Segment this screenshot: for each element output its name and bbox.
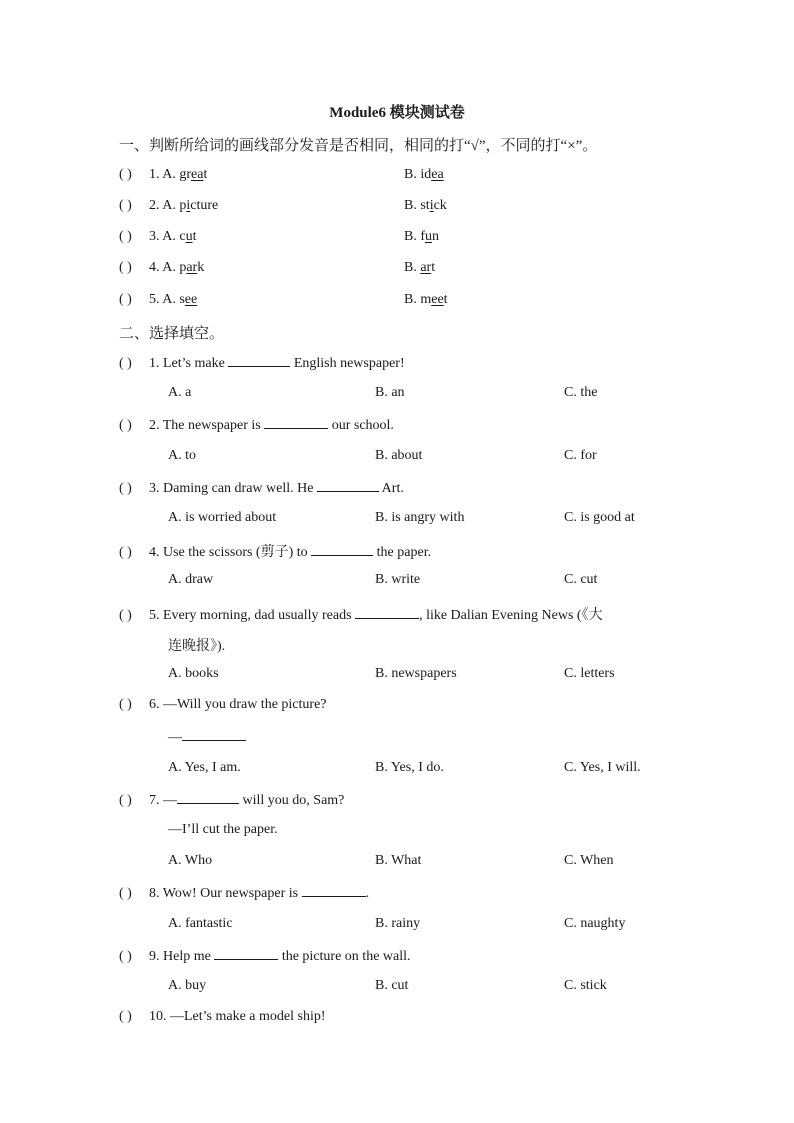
option-a[interactable]: A. to bbox=[168, 448, 196, 463]
option-a[interactable]: A. Yes, I am. bbox=[168, 760, 241, 775]
s2-question-9 bbox=[119, 947, 411, 965]
dash: — bbox=[168, 730, 182, 745]
word-a-post: t bbox=[203, 167, 208, 182]
option-a[interactable]: A. buy bbox=[168, 978, 207, 993]
answer-line bbox=[168, 728, 246, 746]
question-text-end: . bbox=[365, 886, 370, 901]
s1-item-2-b bbox=[404, 198, 447, 214]
item-number: 3. A. bbox=[149, 229, 180, 244]
answer-paren[interactable]: ( ) bbox=[119, 198, 132, 213]
question-text-end: English newspaper! bbox=[290, 356, 405, 371]
question-text-end: , like Dalian Evening News (《大 bbox=[419, 608, 603, 623]
section-2-heading: 二、选择填空。 bbox=[119, 326, 225, 342]
reply-line: —I’ll cut the paper. bbox=[168, 822, 278, 837]
option-a[interactable]: A. books bbox=[168, 666, 219, 681]
word-a-post: cture bbox=[190, 198, 219, 213]
s1-item-4-b bbox=[404, 260, 435, 276]
word-b-post: ck bbox=[433, 198, 447, 213]
s1-item-1 bbox=[119, 167, 207, 183]
option-a[interactable]: A. is worried about bbox=[168, 510, 277, 525]
word-a-underlined: i bbox=[186, 198, 191, 213]
word-a-pre: gr bbox=[179, 167, 192, 182]
question-text-end: the picture on the wall. bbox=[278, 949, 411, 964]
answer-paren[interactable]: ( ) bbox=[119, 949, 132, 964]
question-text-end: our school. bbox=[328, 418, 394, 433]
option-a[interactable]: A. Who bbox=[168, 853, 213, 868]
word-a-underlined: ea bbox=[191, 167, 204, 182]
answer-paren[interactable]: ( ) bbox=[119, 1009, 132, 1024]
option-c[interactable]: C. stick bbox=[564, 978, 607, 993]
item-number: 5. A. bbox=[149, 292, 180, 307]
word-b-underlined: ea bbox=[431, 167, 444, 182]
word-a-post: k bbox=[197, 260, 205, 275]
item-number: 4. A. bbox=[149, 260, 180, 275]
word-a-pre: c bbox=[179, 229, 186, 244]
s2-question-3 bbox=[119, 479, 404, 497]
s1-item-3-b bbox=[404, 229, 439, 245]
s2-question-5 bbox=[119, 604, 603, 624]
s2-question-10 bbox=[119, 1009, 326, 1025]
s2-question-2 bbox=[119, 416, 394, 434]
option-b[interactable]: B. is angry with bbox=[375, 510, 465, 525]
fill-blank[interactable] bbox=[177, 791, 239, 804]
question-text: 4. Use the scissors (剪子) to bbox=[149, 545, 312, 560]
answer-paren[interactable]: ( ) bbox=[119, 697, 132, 712]
option-a[interactable]: A. fantastic bbox=[168, 916, 233, 931]
option-c[interactable]: C. Yes, I will. bbox=[564, 760, 641, 775]
word-a-underlined: u bbox=[185, 229, 193, 244]
option-c[interactable]: C. the bbox=[564, 385, 598, 400]
fill-blank[interactable] bbox=[355, 606, 419, 619]
word-b-underlined: ee bbox=[431, 292, 444, 307]
question-text-end: the paper. bbox=[373, 545, 432, 560]
answer-paren[interactable]: ( ) bbox=[119, 481, 132, 496]
s1-item-2 bbox=[119, 198, 218, 214]
answer-paren[interactable]: ( ) bbox=[119, 608, 132, 623]
answer-paren[interactable]: ( ) bbox=[119, 229, 132, 244]
option-b[interactable]: B. Yes, I do. bbox=[375, 760, 444, 775]
fill-blank[interactable] bbox=[182, 728, 246, 741]
question-text-end: Art. bbox=[378, 481, 404, 496]
word-b-underlined: ar bbox=[420, 260, 432, 275]
word-b-pre: B. st bbox=[404, 198, 430, 213]
s2-question-1 bbox=[119, 354, 405, 372]
option-b[interactable]: B. cut bbox=[375, 978, 409, 993]
s2-question-7 bbox=[119, 791, 344, 809]
word-b-underlined: i bbox=[429, 198, 434, 213]
question-text: 10. —Let’s make a model ship! bbox=[149, 1009, 326, 1024]
item-number: 2. A. bbox=[149, 198, 180, 213]
option-c[interactable]: C. is good at bbox=[564, 510, 635, 525]
answer-paren[interactable]: ( ) bbox=[119, 793, 132, 808]
word-b-post: t bbox=[443, 292, 448, 307]
question-text: 7. — bbox=[149, 793, 177, 808]
question-text-end: will you do, Sam? bbox=[239, 793, 345, 808]
s1-item-5-b bbox=[404, 292, 448, 308]
question-text: 1. Let’s make bbox=[149, 356, 229, 371]
option-c[interactable]: C. cut bbox=[564, 572, 598, 587]
answer-paren[interactable]: ( ) bbox=[119, 356, 132, 371]
option-b[interactable]: B. newspapers bbox=[375, 666, 457, 681]
option-b[interactable]: B. What bbox=[375, 853, 422, 868]
question-text: 3. Daming can draw well. He bbox=[149, 481, 317, 496]
word-a-post: t bbox=[192, 229, 197, 244]
word-a-pre: s bbox=[179, 292, 185, 307]
word-b-post: n bbox=[432, 229, 439, 244]
word-a-underlined: ar bbox=[186, 260, 198, 275]
word-b-pre: B. id bbox=[404, 167, 432, 182]
fill-blank[interactable] bbox=[264, 416, 328, 429]
s1-item-1-b bbox=[404, 167, 444, 183]
option-b[interactable]: B. about bbox=[375, 448, 423, 463]
word-a-pre: p bbox=[179, 198, 187, 213]
word-b-pre: B. m bbox=[404, 292, 432, 307]
s1-item-5 bbox=[119, 292, 197, 308]
question-text: 9. Help me bbox=[149, 949, 215, 964]
word-a-pre: p bbox=[179, 260, 187, 275]
answer-paren[interactable]: ( ) bbox=[119, 886, 132, 901]
s2-question-6 bbox=[119, 697, 327, 713]
section-1-heading: 一、判断所给词的画线部分发音是否相同，相同的打“√”，不同的打“×”。 bbox=[119, 138, 598, 154]
option-c[interactable]: C. letters bbox=[564, 666, 615, 681]
question-text: 6. —Will you draw the picture? bbox=[149, 697, 327, 712]
s1-item-3 bbox=[119, 229, 196, 245]
page-title: Module6 模块测试卷 bbox=[329, 105, 465, 121]
question-text: 5. Every morning, dad usually reads bbox=[149, 608, 356, 623]
answer-paren[interactable]: ( ) bbox=[119, 545, 132, 560]
option-a[interactable]: A. a bbox=[168, 385, 192, 400]
fill-blank[interactable] bbox=[228, 354, 290, 367]
answer-paren[interactable]: ( ) bbox=[119, 260, 132, 275]
option-c[interactable]: C. When bbox=[564, 853, 614, 868]
option-c[interactable]: C. naughty bbox=[564, 916, 626, 931]
fill-blank[interactable] bbox=[311, 543, 373, 556]
item-number: 1. A. bbox=[149, 167, 180, 182]
s1-item-4 bbox=[119, 260, 204, 276]
question-text: 8. Wow! Our newspaper is bbox=[149, 886, 302, 901]
answer-paren[interactable]: ( ) bbox=[119, 292, 132, 307]
fill-blank[interactable] bbox=[317, 479, 379, 492]
option-b[interactable]: B. write bbox=[375, 572, 421, 587]
word-b-post: t bbox=[431, 260, 436, 275]
option-a[interactable]: A. draw bbox=[168, 572, 214, 587]
word-b-underlined: u bbox=[425, 229, 432, 244]
fill-blank[interactable] bbox=[302, 884, 366, 897]
word-a-underlined: ee bbox=[184, 292, 198, 307]
fill-blank[interactable] bbox=[214, 947, 278, 960]
word-b-pre: B. bbox=[404, 260, 421, 275]
option-b[interactable]: B. rainy bbox=[375, 916, 421, 931]
option-c[interactable]: C. for bbox=[564, 448, 597, 463]
answer-paren[interactable]: ( ) bbox=[119, 167, 132, 182]
s2-question-4 bbox=[119, 541, 431, 561]
answer-paren[interactable]: ( ) bbox=[119, 418, 132, 433]
question-text: 2. The newspaper is bbox=[149, 418, 265, 433]
question-continuation: 连晚报》). bbox=[168, 639, 226, 654]
option-b[interactable]: B. an bbox=[375, 385, 405, 400]
word-b-pre: B. f bbox=[404, 229, 425, 244]
s2-question-8 bbox=[119, 884, 369, 902]
